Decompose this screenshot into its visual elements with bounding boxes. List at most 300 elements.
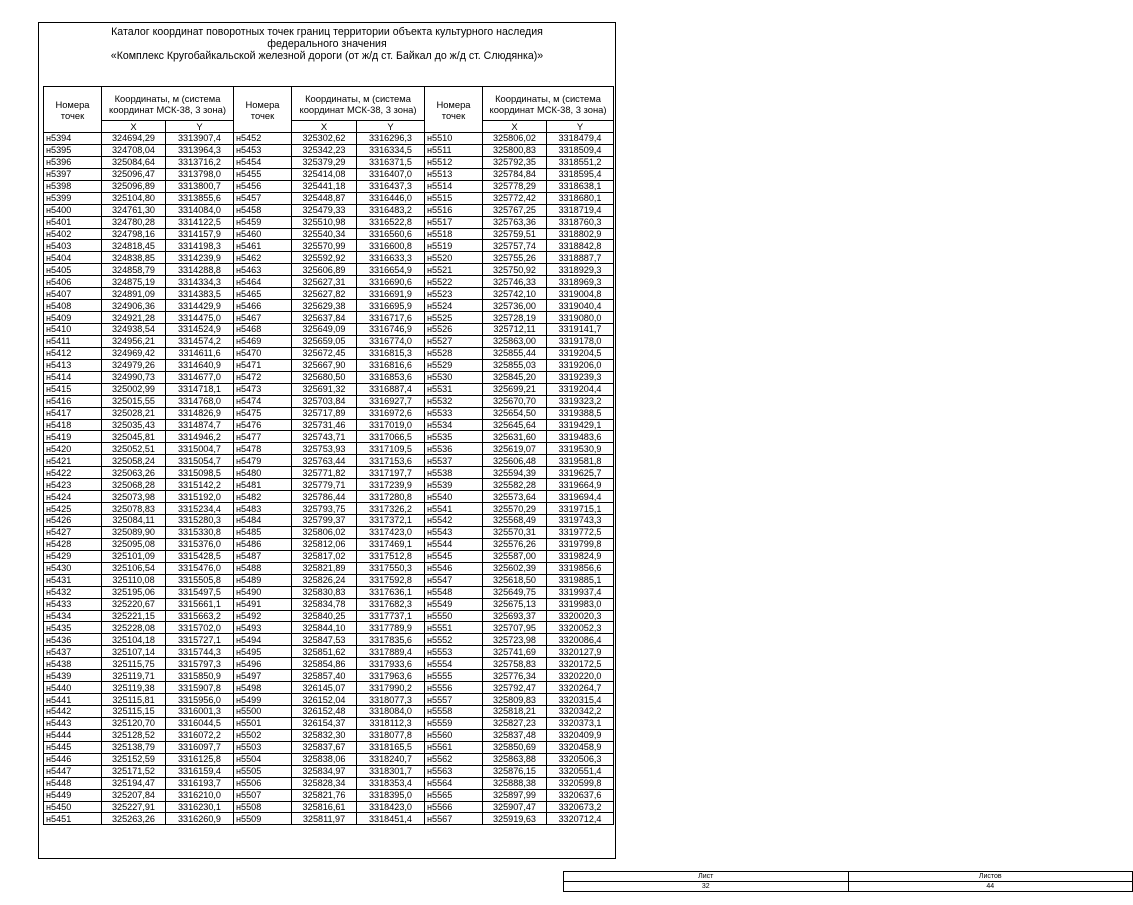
x-coordinate: 325592,92	[292, 252, 357, 264]
point-number: н5485	[234, 526, 292, 538]
point-number: н5411	[44, 335, 102, 347]
point-number: н5426	[44, 515, 102, 527]
x-coordinate: 325746,33	[483, 276, 547, 288]
y-coordinate: 3319483,6	[547, 431, 614, 443]
table-row	[44, 312, 614, 324]
point-number: н5550	[425, 610, 483, 622]
point-number: н5425	[44, 503, 102, 515]
x-coordinate: 325570,29	[483, 503, 547, 515]
x-coordinate: 325845,20	[483, 371, 547, 383]
point-number: н5490	[234, 586, 292, 598]
x-coordinate: 325606,89	[292, 264, 357, 276]
x-coordinate: 325837,67	[292, 741, 357, 753]
point-number: н5435	[44, 622, 102, 634]
y-coordinate: 3320127,9	[547, 646, 614, 658]
point-number: н5442	[44, 706, 102, 718]
point-number: н5556	[425, 682, 483, 694]
point-number: н5412	[44, 347, 102, 359]
point-number: н5415	[44, 383, 102, 395]
y-coordinate: 3314611,6	[166, 347, 234, 359]
x-coordinate: 325828,34	[292, 777, 357, 789]
point-number: н5468	[234, 324, 292, 336]
y-coordinate: 3319204,4	[547, 383, 614, 395]
point-number: н5408	[44, 300, 102, 312]
x-coordinate: 325095,08	[102, 538, 166, 550]
sheet-stamp	[563, 871, 1133, 892]
y-coordinate: 3316774,0	[357, 335, 425, 347]
point-number: н5484	[234, 515, 292, 527]
table-row	[44, 526, 614, 538]
x-coordinate: 325414,08	[292, 168, 357, 180]
table-row	[44, 216, 614, 228]
y-coordinate: 3318423,0	[357, 801, 425, 813]
point-number: н5466	[234, 300, 292, 312]
point-number: н5559	[425, 717, 483, 729]
y-coordinate: 3314334,3	[166, 276, 234, 288]
y-coordinate: 3318595,4	[547, 168, 614, 180]
point-number: н5400	[44, 204, 102, 216]
y-coordinate: 3319856,6	[547, 562, 614, 574]
y-coordinate: 3316691,9	[357, 288, 425, 300]
y-coordinate: 3316334,5	[357, 144, 425, 156]
x-coordinate: 326154,37	[292, 717, 357, 729]
y-coordinate: 3318969,3	[547, 276, 614, 288]
y-coordinate: 3314574,2	[166, 335, 234, 347]
point-number: н5398	[44, 180, 102, 192]
table-row	[44, 801, 614, 813]
x-coordinate: 325809,83	[483, 694, 547, 706]
y-coordinate: 3314429,9	[166, 300, 234, 312]
x-coordinate: 325888,38	[483, 777, 547, 789]
x-coordinate: 324891,09	[102, 288, 166, 300]
point-number: н5527	[425, 335, 483, 347]
point-number: н5409	[44, 312, 102, 324]
y-coordinate: 3317737,1	[357, 610, 425, 622]
table-row	[44, 324, 614, 336]
y-coordinate: 3315330,8	[166, 526, 234, 538]
point-number: н5546	[425, 562, 483, 574]
x-coordinate: 325758,83	[483, 658, 547, 670]
x-coordinate: 325128,52	[102, 729, 166, 741]
y-coordinate: 3319664,9	[547, 479, 614, 491]
point-number: н5506	[234, 777, 292, 789]
point-number: н5397	[44, 168, 102, 180]
table-row	[44, 300, 614, 312]
table-row	[44, 455, 614, 467]
coordinates-table-body	[44, 133, 614, 825]
x-coordinate: 325540,34	[292, 228, 357, 240]
y-coordinate: 3320052,3	[547, 622, 614, 634]
y-coordinate: 3320409,9	[547, 729, 614, 741]
x-coordinate: 325844,10	[292, 622, 357, 634]
x-coordinate: 325228,08	[102, 622, 166, 634]
table-row	[44, 156, 614, 168]
point-number: н5451	[44, 813, 102, 825]
y-coordinate: 3313855,6	[166, 192, 234, 204]
x-coordinate: 325568,49	[483, 515, 547, 527]
y-coordinate: 3317636,1	[357, 586, 425, 598]
point-number: н5521	[425, 264, 483, 276]
table-row	[44, 813, 614, 825]
x-coordinate: 326145,07	[292, 682, 357, 694]
point-number: н5557	[425, 694, 483, 706]
y-coordinate: 3316816,6	[357, 359, 425, 371]
point-number: н5428	[44, 538, 102, 550]
y-coordinate: 3319694,4	[547, 491, 614, 503]
x-coordinate: 325171,52	[102, 765, 166, 777]
x-coordinate: 325002,99	[102, 383, 166, 395]
point-number: н5420	[44, 443, 102, 455]
x-coordinate: 325731,46	[292, 419, 357, 431]
x-coordinate: 325073,98	[102, 491, 166, 503]
point-number: н5539	[425, 479, 483, 491]
point-number: н5419	[44, 431, 102, 443]
x-coordinate: 325659,05	[292, 335, 357, 347]
y-coordinate: 3316260,9	[166, 813, 234, 825]
table-row	[44, 443, 614, 455]
x-coordinate: 325119,38	[102, 682, 166, 694]
y-coordinate: 3320264,7	[547, 682, 614, 694]
x-coordinate: 325799,37	[292, 515, 357, 527]
x-coordinate: 324838,85	[102, 252, 166, 264]
x-coordinate: 325618,50	[483, 574, 547, 586]
point-number: н5491	[234, 598, 292, 610]
x-coordinate: 325750,92	[483, 264, 547, 276]
y-coordinate: 3317512,8	[357, 550, 425, 562]
x-coordinate: 325723,98	[483, 634, 547, 646]
point-number: н5395	[44, 144, 102, 156]
y-coordinate: 3316972,6	[357, 407, 425, 419]
table-row	[44, 431, 614, 443]
point-number: н5427	[44, 526, 102, 538]
point-number: н5454	[234, 156, 292, 168]
point-number: н5561	[425, 741, 483, 753]
x-coordinate: 325045,81	[102, 431, 166, 443]
point-number: н5514	[425, 180, 483, 192]
y-coordinate: 3315797,3	[166, 658, 234, 670]
point-number: н5432	[44, 586, 102, 598]
x-coordinate: 325084,11	[102, 515, 166, 527]
header-x: X	[102, 121, 166, 133]
point-number: н5535	[425, 431, 483, 443]
x-coordinate: 325850,69	[483, 741, 547, 753]
header-x: X	[483, 121, 547, 133]
y-coordinate: 3313798,0	[166, 168, 234, 180]
table-row	[44, 371, 614, 383]
x-coordinate: 325691,32	[292, 383, 357, 395]
y-coordinate: 3313800,7	[166, 180, 234, 192]
x-coordinate: 325855,44	[483, 347, 547, 359]
x-coordinate: 325863,00	[483, 335, 547, 347]
y-coordinate: 3319799,8	[547, 538, 614, 550]
y-coordinate: 3317889,4	[357, 646, 425, 658]
x-coordinate: 325855,03	[483, 359, 547, 371]
point-number: н5460	[234, 228, 292, 240]
y-coordinate: 3316560,6	[357, 228, 425, 240]
table-row	[44, 670, 614, 682]
x-coordinate: 324979,26	[102, 359, 166, 371]
table-row	[44, 753, 614, 765]
x-coordinate: 325115,75	[102, 658, 166, 670]
point-number: н5554	[425, 658, 483, 670]
x-coordinate: 324694,29	[102, 133, 166, 145]
point-number: н5423	[44, 479, 102, 491]
y-coordinate: 3314874,7	[166, 419, 234, 431]
table-row	[44, 407, 614, 419]
x-coordinate: 325106,54	[102, 562, 166, 574]
x-coordinate: 325753,93	[292, 443, 357, 455]
x-coordinate: 325084,64	[102, 156, 166, 168]
y-coordinate: 3315054,7	[166, 455, 234, 467]
y-coordinate: 3315661,1	[166, 598, 234, 610]
x-coordinate: 325510,98	[292, 216, 357, 228]
point-number: н5462	[234, 252, 292, 264]
point-number: н5530	[425, 371, 483, 383]
table-row	[44, 347, 614, 359]
y-coordinate: 3318842,8	[547, 240, 614, 252]
table-row	[44, 538, 614, 550]
document-title	[39, 26, 615, 63]
point-number: н5525	[425, 312, 483, 324]
y-coordinate: 3314157,9	[166, 228, 234, 240]
point-number: н5431	[44, 574, 102, 586]
point-number: н5522	[425, 276, 483, 288]
x-coordinate: 325793,75	[292, 503, 357, 515]
point-number: н5480	[234, 467, 292, 479]
point-number: н5456	[234, 180, 292, 192]
point-number: н5504	[234, 753, 292, 765]
x-coordinate: 325096,89	[102, 180, 166, 192]
y-coordinate: 3317835,6	[357, 634, 425, 646]
x-coordinate: 325606,48	[483, 455, 547, 467]
y-coordinate: 3318451,4	[357, 813, 425, 825]
table-row	[44, 574, 614, 586]
x-coordinate: 325115,15	[102, 706, 166, 718]
point-number: н5439	[44, 670, 102, 682]
y-coordinate: 3318887,7	[547, 252, 614, 264]
x-coordinate: 325728,19	[483, 312, 547, 324]
y-coordinate: 3318077,3	[357, 694, 425, 706]
x-coordinate: 325838,06	[292, 753, 357, 765]
x-coordinate: 325816,61	[292, 801, 357, 813]
table-row	[44, 144, 614, 156]
x-coordinate: 325194,47	[102, 777, 166, 789]
table-row	[44, 729, 614, 741]
point-number: н5399	[44, 192, 102, 204]
table-row	[44, 503, 614, 515]
point-number: н5405	[44, 264, 102, 276]
x-coordinate: 325627,82	[292, 288, 357, 300]
x-coordinate: 325594,39	[483, 467, 547, 479]
point-number: н5438	[44, 658, 102, 670]
x-coordinate: 324798,16	[102, 228, 166, 240]
table-row	[44, 550, 614, 562]
y-coordinate: 3316072,2	[166, 729, 234, 741]
x-coordinate: 325821,89	[292, 562, 357, 574]
x-coordinate: 325818,21	[483, 706, 547, 718]
x-coordinate: 326152,48	[292, 706, 357, 718]
x-coordinate: 325707,95	[483, 622, 547, 634]
y-coordinate: 3314946,2	[166, 431, 234, 443]
y-coordinate: 3316695,9	[357, 300, 425, 312]
point-number: н5446	[44, 753, 102, 765]
y-coordinate: 3318353,4	[357, 777, 425, 789]
y-coordinate: 3318301,7	[357, 765, 425, 777]
point-number: н5487	[234, 550, 292, 562]
x-coordinate: 325826,24	[292, 574, 357, 586]
y-coordinate: 3315907,8	[166, 682, 234, 694]
point-number: н5483	[234, 503, 292, 515]
y-coordinate: 3316690,6	[357, 276, 425, 288]
point-number: н5476	[234, 419, 292, 431]
y-coordinate: 3317990,2	[357, 682, 425, 694]
x-coordinate: 325854,86	[292, 658, 357, 670]
table-row	[44, 622, 614, 634]
y-coordinate: 3316159,4	[166, 765, 234, 777]
y-coordinate: 3314122,5	[166, 216, 234, 228]
y-coordinate: 3316407,0	[357, 168, 425, 180]
y-coordinate: 3317592,8	[357, 574, 425, 586]
x-coordinate: 325806,02	[483, 133, 547, 145]
x-coordinate: 325857,40	[292, 670, 357, 682]
point-number: н5469	[234, 335, 292, 347]
point-number: н5481	[234, 479, 292, 491]
point-number: н5529	[425, 359, 483, 371]
x-coordinate: 325776,34	[483, 670, 547, 682]
x-coordinate: 325743,71	[292, 431, 357, 443]
title-line-2: федерального значения	[267, 38, 387, 51]
x-coordinate: 324906,36	[102, 300, 166, 312]
x-coordinate: 325152,59	[102, 753, 166, 765]
table-row	[44, 694, 614, 706]
table-row	[44, 335, 614, 347]
point-number: н5501	[234, 717, 292, 729]
y-coordinate: 3319004,8	[547, 288, 614, 300]
x-coordinate: 325897,99	[483, 789, 547, 801]
x-coordinate: 325573,64	[483, 491, 547, 503]
point-number: н5494	[234, 634, 292, 646]
y-coordinate: 3316296,3	[357, 133, 425, 145]
x-coordinate: 325771,82	[292, 467, 357, 479]
x-coordinate: 325649,09	[292, 324, 357, 336]
x-coordinate: 325479,33	[292, 204, 357, 216]
point-number: н5403	[44, 240, 102, 252]
point-number: н5516	[425, 204, 483, 216]
table-row	[44, 240, 614, 252]
point-number: н5413	[44, 359, 102, 371]
y-coordinate: 3320172,5	[547, 658, 614, 670]
table-row	[44, 228, 614, 240]
y-coordinate: 3315004,7	[166, 443, 234, 455]
y-coordinate: 3316717,6	[357, 312, 425, 324]
point-number: н5562	[425, 753, 483, 765]
x-coordinate: 325220,67	[102, 598, 166, 610]
x-coordinate: 325800,83	[483, 144, 547, 156]
y-coordinate: 3319141,7	[547, 324, 614, 336]
point-number: н5464	[234, 276, 292, 288]
x-coordinate: 325101,09	[102, 550, 166, 562]
x-coordinate: 325763,36	[483, 216, 547, 228]
point-number: н5489	[234, 574, 292, 586]
x-coordinate: 325779,71	[292, 479, 357, 491]
point-number: н5394	[44, 133, 102, 145]
y-coordinate: 3320315,4	[547, 694, 614, 706]
y-coordinate: 3316483,2	[357, 204, 425, 216]
table-row	[44, 276, 614, 288]
x-coordinate: 325703,84	[292, 395, 357, 407]
x-coordinate: 325812,06	[292, 538, 357, 550]
x-coordinate: 324858,79	[102, 264, 166, 276]
y-coordinate: 3316887,4	[357, 383, 425, 395]
x-coordinate: 325847,53	[292, 634, 357, 646]
x-coordinate: 325089,90	[102, 526, 166, 538]
y-coordinate: 3317280,8	[357, 491, 425, 503]
point-number: н5498	[234, 682, 292, 694]
point-number: н5528	[425, 347, 483, 359]
x-coordinate: 325712,11	[483, 324, 547, 336]
y-coordinate: 3320086,4	[547, 634, 614, 646]
point-number: н5496	[234, 658, 292, 670]
point-number: н5552	[425, 634, 483, 646]
x-coordinate: 325675,13	[483, 598, 547, 610]
table-row	[44, 610, 614, 622]
point-number: н5519	[425, 240, 483, 252]
y-coordinate: 3314198,3	[166, 240, 234, 252]
point-number: н5473	[234, 383, 292, 395]
y-coordinate: 3320373,1	[547, 717, 614, 729]
x-coordinate: 325227,91	[102, 801, 166, 813]
y-coordinate: 3316230,1	[166, 801, 234, 813]
x-coordinate: 325052,51	[102, 443, 166, 455]
x-coordinate: 325693,37	[483, 610, 547, 622]
point-number: н5548	[425, 586, 483, 598]
y-coordinate: 3318929,3	[547, 264, 614, 276]
y-coordinate: 3320220,0	[547, 670, 614, 682]
table-row	[44, 515, 614, 527]
x-coordinate: 324708,04	[102, 144, 166, 156]
y-coordinate: 3317682,3	[357, 598, 425, 610]
point-number: н5475	[234, 407, 292, 419]
point-number: н5450	[44, 801, 102, 813]
header-coordinates: Координаты, м (система координат МСК-38, 3 зона)	[102, 87, 234, 121]
y-coordinate: 3314475,0	[166, 312, 234, 324]
point-number: н5513	[425, 168, 483, 180]
table-row	[44, 717, 614, 729]
y-coordinate: 3319429,1	[547, 419, 614, 431]
y-coordinate: 3313716,2	[166, 156, 234, 168]
y-coordinate: 3316437,3	[357, 180, 425, 192]
point-number: н5558	[425, 706, 483, 718]
table-row	[44, 658, 614, 670]
y-coordinate: 3319772,5	[547, 526, 614, 538]
y-coordinate: 3315956,0	[166, 694, 234, 706]
y-coordinate: 3318395,0	[357, 789, 425, 801]
point-number: н5520	[425, 252, 483, 264]
point-number: н5482	[234, 491, 292, 503]
point-number: н5555	[425, 670, 483, 682]
table-row	[44, 419, 614, 431]
y-coordinate: 3317372,1	[357, 515, 425, 527]
x-coordinate: 325763,44	[292, 455, 357, 467]
point-number: н5510	[425, 133, 483, 145]
x-coordinate: 325619,07	[483, 443, 547, 455]
point-number: н5459	[234, 216, 292, 228]
y-coordinate: 3316125,8	[166, 753, 234, 765]
table-row	[44, 634, 614, 646]
point-number: н5455	[234, 168, 292, 180]
y-coordinate: 3320020,3	[547, 610, 614, 622]
coordinates-table	[43, 86, 614, 825]
